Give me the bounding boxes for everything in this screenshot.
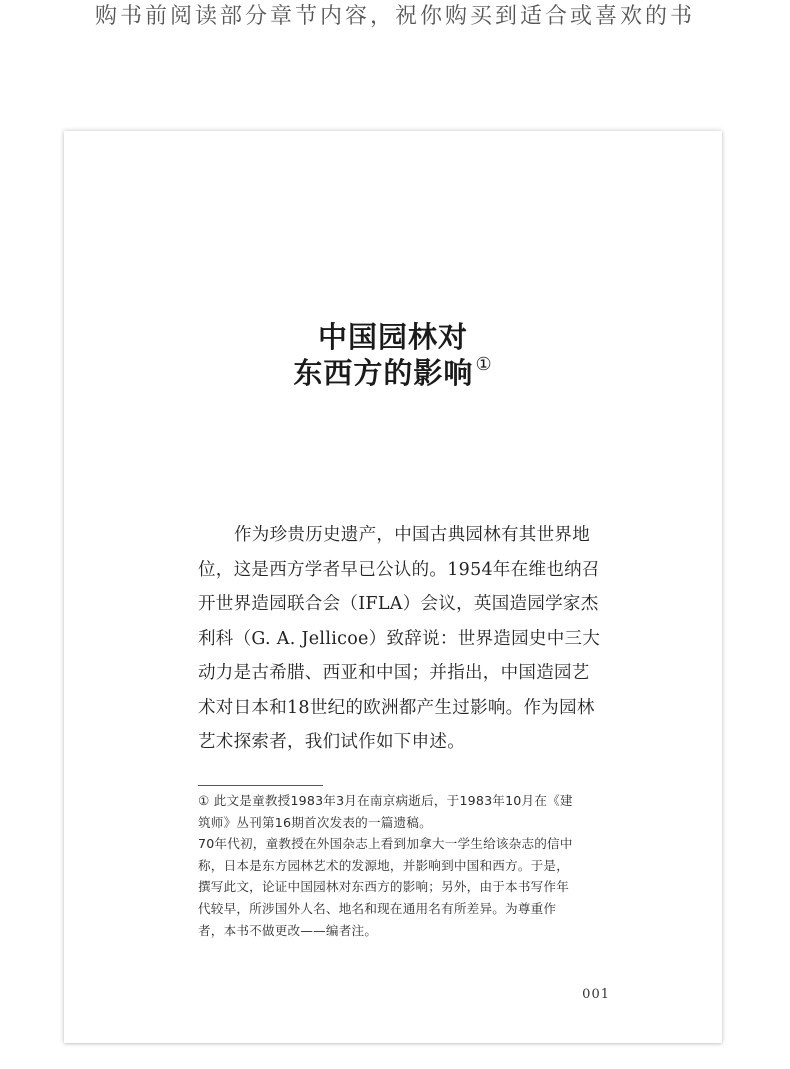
promo-banner: 购书前阅读部分章节内容，祝你购买到适合或喜欢的书	[94, 4, 695, 29]
body-line: 艺术探索者，我们试作如下申述。	[198, 732, 465, 752]
body-line: 作为珍贵历史遗产，中国古典园林有其世界地	[234, 525, 590, 545]
footnote-line: 者，本书不做更改——编者注。	[198, 922, 378, 938]
footnote-line: ① 此文是童教授1983年3月在南京病逝后，于1983年10月在《建	[198, 793, 573, 808]
body-paragraph	[198, 518, 638, 760]
body-line: 位，这是西方学者早已公认的。1954年在维也纳召	[198, 559, 600, 580]
body-line: 利科（G. A. Jellicoe）致辞说：世界造园史中三大	[198, 628, 601, 649]
footnote-line: 称，日本是东方园林艺术的发源地，并影响到中国和西方。于是，	[198, 857, 570, 873]
footnote-line: 70年代初，童教授在外国杂志上看到加拿大一学生给该杂志的信中	[198, 836, 573, 852]
footnote-divider	[198, 785, 323, 786]
footnote-reference-mark: ①	[475, 354, 493, 376]
footnote	[198, 790, 644, 941]
body-line: 开世界造园联合会（IFLA）会议，英国造园学家杰	[198, 594, 599, 614]
chapter-title-text: 东西方的影响	[293, 356, 474, 390]
footnote-line: 代较早，所涉国外人名、地名和现在通用名有所差异。为尊重作	[198, 900, 557, 916]
chapter-title-line-1: 中国园林对	[317, 320, 468, 354]
footnote-line: 撰写此文，论证中国园林对东西方的影响；另外，由于本书写作年	[198, 879, 570, 895]
chapter-title-line-2	[64, 351, 722, 392]
page-number: 001	[582, 987, 610, 1002]
book-page	[64, 131, 722, 1043]
body-line: 动力是古希腊、西亚和中国；并指出，中国造园艺	[198, 663, 590, 683]
body-line: 术对日本和18世纪的欧洲都产生过影响。作为园林	[198, 697, 595, 718]
footnote-line: 筑师》丛刊第16期首次发表的一篇遗稿。	[198, 814, 432, 830]
